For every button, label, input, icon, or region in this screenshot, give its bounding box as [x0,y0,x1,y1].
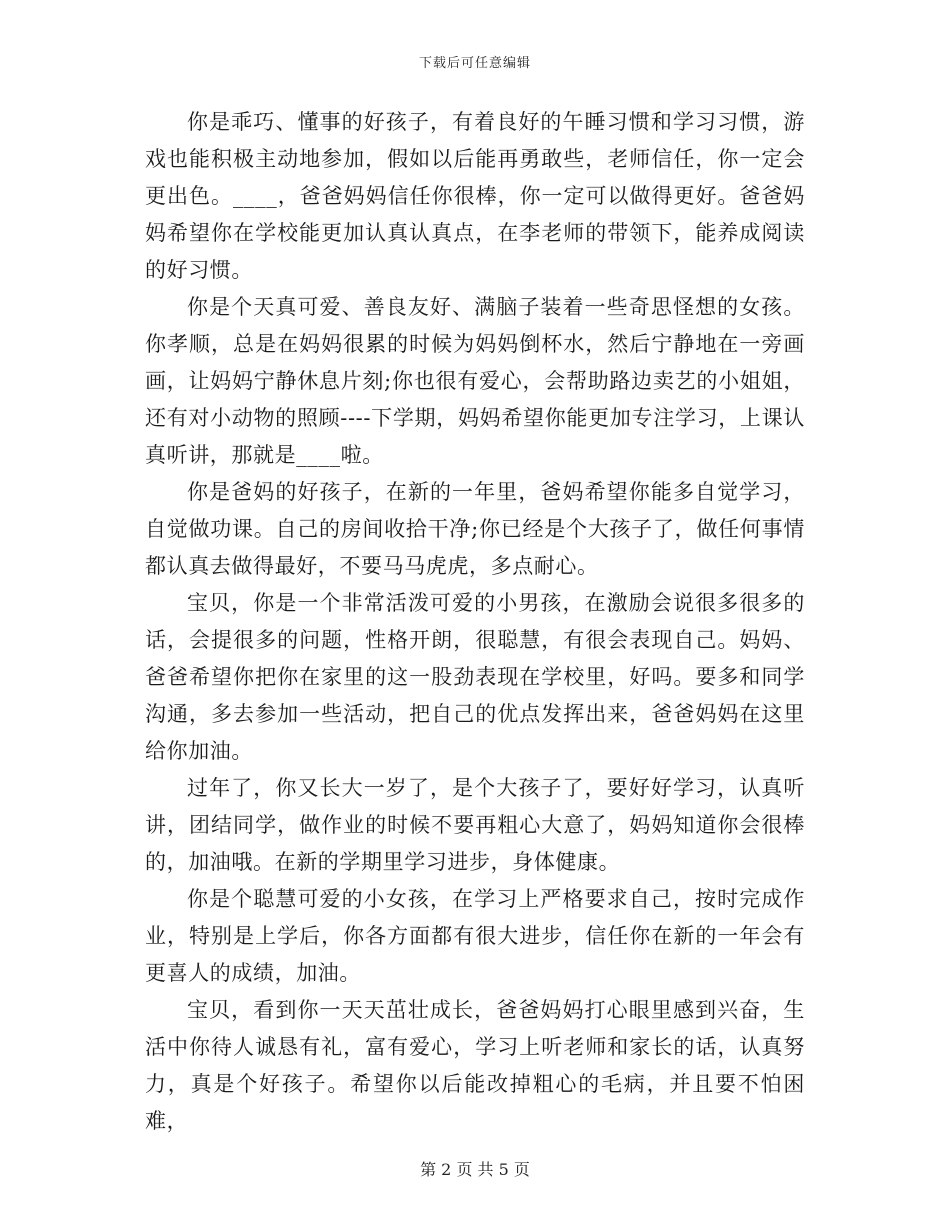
paragraph: 你是乖巧、懂事的好孩子，有着良好的午睡习惯和学习习惯，游戏也能积极主动地参加，假如以后能再勇敢些，老师信任，你一定会更出色。____，爸爸妈妈信任你很棒，你一定可以做得更好。爸爸妈妈希望你在学校能更加认真认真点，在李老师的带领下，能养成阅读的好习惯。 [145,110,805,282]
paragraph: 你是个聪慧可爱的小女孩，在学习上严格要求自己，按时完成作业，特别是上学后，你各方面都有很大进步，信任你在新的一年会有更喜人的成绩，加油。 [145,887,805,985]
paragraph: 你是个天真可爱、善良友好、满脑子装着一些奇思怪想的女孩。你孝顺，总是在妈妈很累的时候为妈妈倒杯水，然后宁静地在一旁画画，让妈妈宁静休息片刻;你也很有爱心，会帮助路边卖艺的小姐姐，还有对小动物的照顾----下学期，妈妈希望你能更加专注学习，上课认真听讲，那就是____啦。 [145,295,805,467]
paragraph: 宝贝，看到你一天天茁壮成长，爸爸妈妈打心眼里感到兴奋，生活中你待人诚恳有礼，富有爱心，学习上听老师和家长的话，认真努力，真是个好孩子。希望你以后能改掉粗心的毛病，并且要不怕困难， [145,998,805,1133]
paragraph: 你是爸妈的好孩子，在新的一年里，爸妈希望你能多自觉学习，自觉做功课。自己的房间收拾干净;你已经是个大孩子了，做任何事情都认真去做得最好，不要马马虎虎，多点耐心。 [145,480,805,578]
page-header: 下载后可任意编辑 [418,56,531,71]
paragraph: 宝贝，你是一个非常活泼可爱的小男孩，在激励会说很多很多的话，会提很多的问题，性格开朗，很聪慧，有很会表现自己。妈妈、爸爸希望你把你在家里的这一股劲表现在学校里，好吗。要多和同学沟通，多去参加一些活动，把自己的优点发挥出来，爸爸妈妈在这里给你加油。 [145,591,805,763]
document-body [145,104,805,1140]
page-number-footer: 第 2 页 共 5 页 [420,1160,530,1179]
paragraph: 过年了，你又长大一岁了，是个大孩子了，要好好学习，认真听讲，团结同学，做作业的时候不要再粗心大意了，妈妈知道你会很棒的，加油哦。在新的学期里学习进步，身体健康。 [145,776,805,874]
